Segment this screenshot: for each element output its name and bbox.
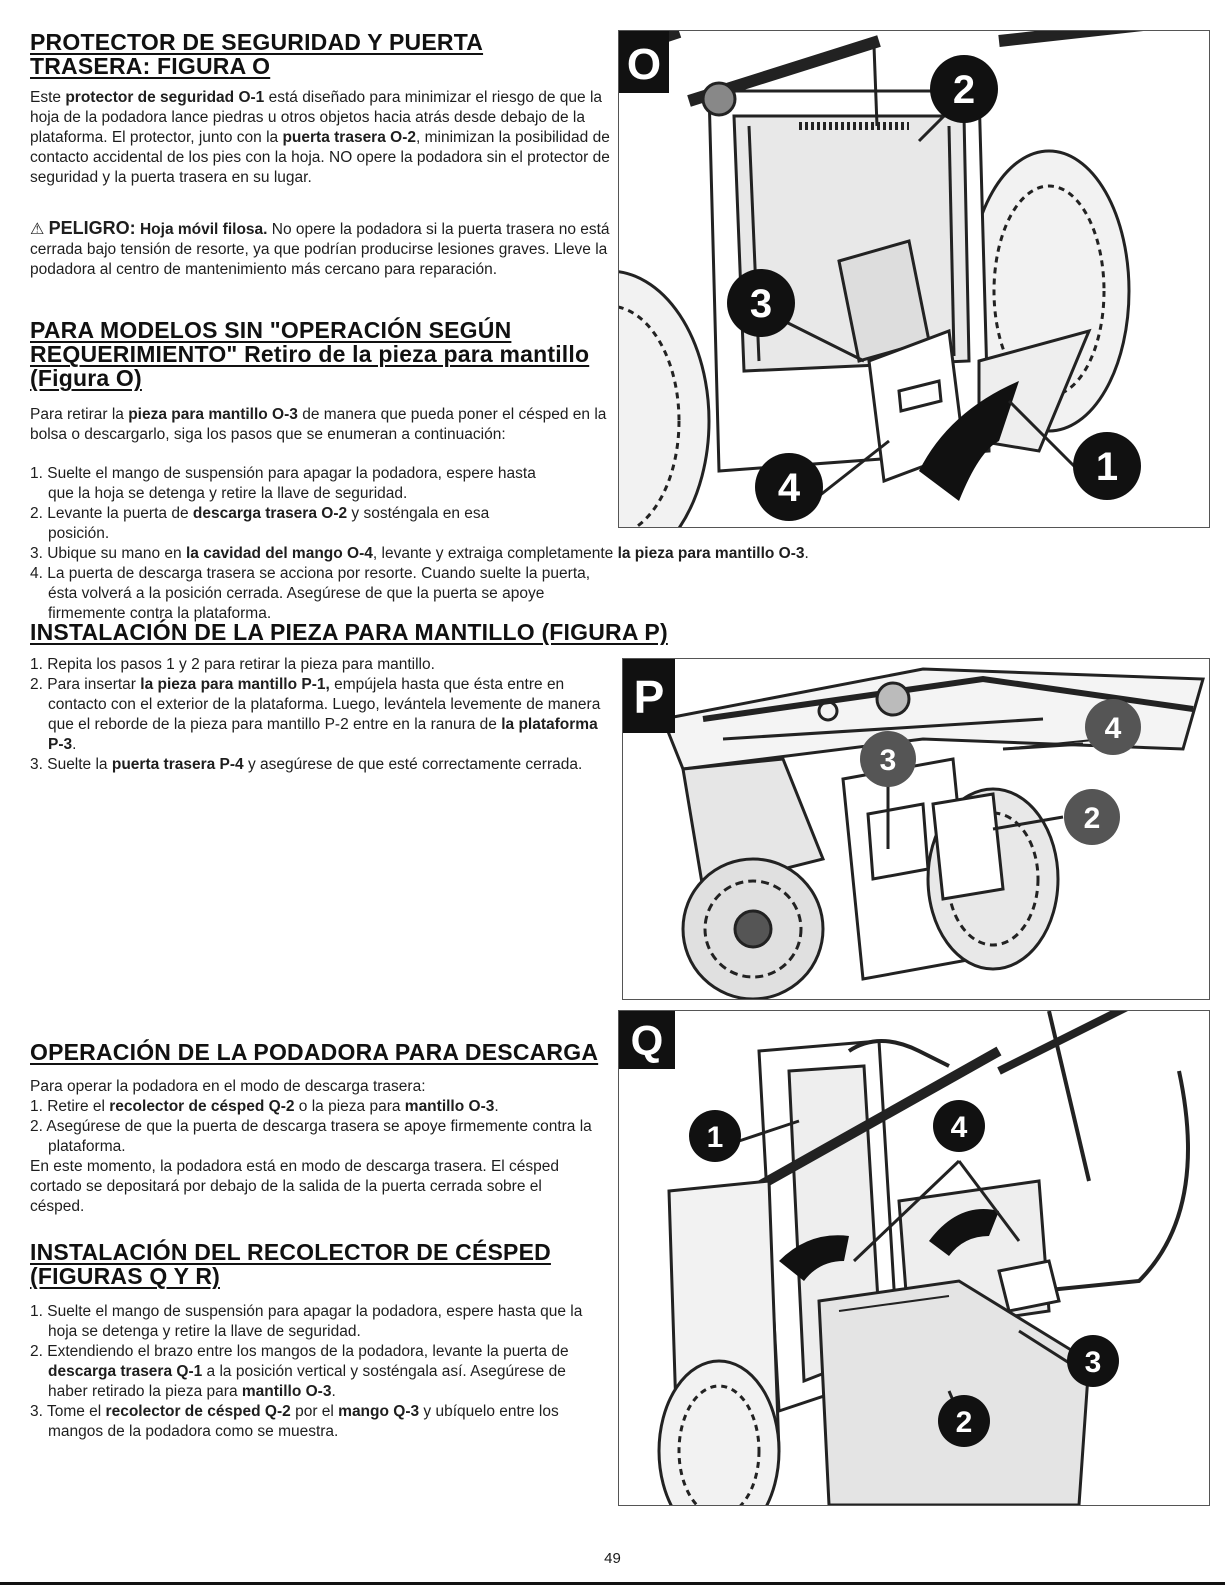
- list-item: 1. Suelte el mango de suspensión para apagar la podadora, espere hasta que la hoja se detenga y retire la llave de seguridad.: [30, 465, 536, 502]
- figure-p-letter: P: [633, 671, 665, 723]
- discharge-heading: OPERACIÓN DE LA PODADORA PARA DESCARGA: [30, 1039, 599, 1065]
- list-item: 2. Para insertar la pieza para mantillo P-1, empújela hasta que ésta entre en contacto con el exterior de la plataforma. Luego, levántela levemente de manera que el reborde de la pieza para mantillo P-2 entre en la ranura de la plataforma P-3.: [30, 676, 601, 753]
- mulch-install-steps: [30, 655, 610, 775]
- discharge-steps: [30, 1097, 615, 1157]
- warning-icon: ⚠: [30, 221, 45, 238]
- figure-p-callout-2: 2: [1083, 802, 1101, 835]
- list-item: 3. Tome el recolector de césped Q-2 por el mango Q-3 y ubíquelo entre los mangos de la podadora como se muestra.: [30, 1403, 559, 1440]
- figure-p-callout-3: 3: [879, 744, 897, 777]
- list-item: 2. Levante la puerta de descarga trasera O-2 y sosténgala en esa posición.: [30, 505, 490, 542]
- figure-q-callout-1: 1: [706, 1121, 724, 1154]
- catcher-heading: INSTALACIÓN DEL RECOLECTOR DE CÉSPED (FIGURAS Q Y R): [30, 1239, 551, 1289]
- mulch-removal-intro: Para retirar la pieza para mantillo O-3 de manera que pueda poner el césped en la bolsa o descargarlo, siga los pasos que se enumeran a continuación:: [30, 406, 607, 443]
- catcher-steps: [30, 1302, 590, 1442]
- list-item: 1. Retire el recolector de césped Q-2 o la pieza para mantillo O-3.: [30, 1098, 499, 1115]
- figure-q-callout-2: 2: [955, 1406, 973, 1439]
- list-item: 2. Asegúrese de que la puerta de descarga trasera se apoye firmemente contra la plataforma.: [30, 1118, 592, 1155]
- figure-o-callout-1: 1: [1095, 445, 1119, 489]
- figure-o-drawing: [619, 31, 1209, 527]
- figure-o-letter: O: [626, 40, 662, 89]
- page-number: 49: [604, 1550, 621, 1567]
- figure-p-illustration: [622, 658, 1210, 1000]
- list-item: 1. Suelte el mango de suspensión para apagar la podadora, espere hasta que la hoja se detenga y retire la llave de seguridad.: [30, 1303, 583, 1340]
- figure-o-callout-2: 2: [952, 68, 976, 112]
- list-item: 4. La puerta de descarga trasera se acciona por resorte. Cuando suelte la puerta, ésta volverá a la posición cerrada. Asegúrese de que la puerta se apoye firmemente contra la plataforma.: [30, 565, 591, 622]
- mulch-install-heading: INSTALACIÓN DE LA PIEZA PARA MANTILLO (FIGURA P): [30, 619, 668, 645]
- discharge-intro: Para operar la podadora en el modo de descarga trasera:: [30, 1078, 426, 1095]
- mulch-removal-heading: PARA MODELOS SIN "OPERACIÓN SEGÚN REQUERIMIENTO" Retiro de la pieza para mantillo (Figura O): [30, 317, 590, 391]
- figure-q-callout-4: 4: [950, 1111, 968, 1144]
- figure-q-letter: Q: [630, 1017, 664, 1064]
- protector-paragraph: Este protector de seguridad O-1 está diseñado para minimizar el riesgo de que la hoja de la podadora lance piedras u otros objetos hacia atrás desde debajo de la plataforma. El protector, junto con la puerta trasera O-2, minimizan la posibilidad de contacto accidental de los pies con la hoja. NO opere la podadora sin el protector de seguridad y la puerta trasera en su lugar.: [30, 89, 610, 186]
- figure-p-drawing: [623, 659, 1209, 999]
- list-item: 3. Ubique su mano en la cavidad del mango O-4, levante y extraiga completamente la pieza para mantillo O-3.: [30, 545, 809, 562]
- mulch-removal-steps-a: [30, 464, 550, 544]
- list-item: 2. Extendiendo el brazo entre los mangos de la podadora, levante la puerta de descarga trasera Q-1 a la posición vertical y sosténgala así. Asegúrese de haber retirado la pieza para mantillo O-3.: [30, 1343, 569, 1400]
- protector-heading: PROTECTOR DE SEGURIDAD Y PUERTA TRASERA: FIGURA O: [30, 29, 484, 79]
- mulch-removal-steps-b: [30, 544, 990, 624]
- danger-warning: ⚠ PELIGRO: Hoja móvil filosa. No opere la podadora si la puerta trasera no está cerrada bajo tensión de resorte, ya que podrían producirse lesiones graves. Lleve la podadora al centro de mantenimiento más cercano para reparación.: [30, 218, 610, 278]
- list-item: 1. Repita los pasos 1 y 2 para retirar la pieza para mantillo.: [30, 656, 435, 673]
- figure-q-callout-3: 3: [1084, 1346, 1102, 1379]
- figure-q-drawing: [619, 1011, 1209, 1505]
- figure-o-callout-3: 3: [749, 282, 773, 326]
- discharge-outro: En este momento, la podadora está en modo de descarga trasera. El césped cortado se depositará por debajo de la salida de la puerta cerrada sobre el césped.: [30, 1158, 560, 1215]
- figure-o-callout-4: 4: [777, 466, 801, 510]
- figure-q-illustration: [618, 1010, 1210, 1506]
- figure-p-callout-4: 4: [1104, 712, 1122, 745]
- list-item: 3. Suelte la puerta trasera P-4 y asegúrese de que esté correctamente cerrada.: [30, 756, 583, 773]
- figure-o-illustration: [618, 30, 1210, 528]
